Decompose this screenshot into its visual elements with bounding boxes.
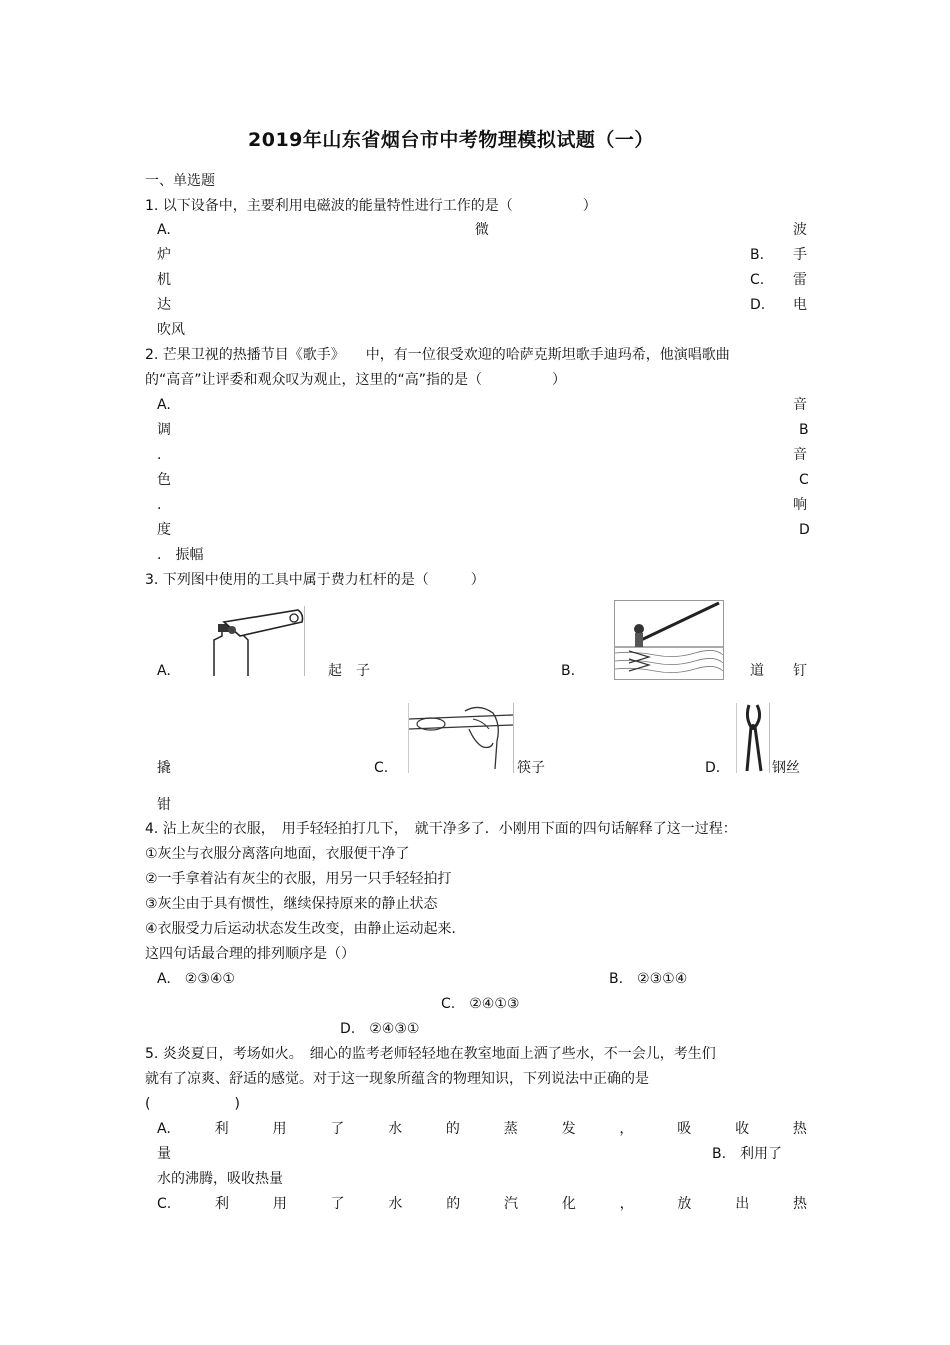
question-1-line-a xyxy=(157,221,807,239)
option-b-cont: 水的沸腾，吸收热量 xyxy=(157,1171,283,1187)
question-5-line-c xyxy=(157,1195,807,1213)
statement-1: ①灰尘与衣服分离落向地面，衣服便干净了 xyxy=(145,846,410,862)
option-c-label: C. xyxy=(374,760,389,776)
option-char: 了 xyxy=(330,1121,345,1137)
chopsticks-image xyxy=(408,703,514,773)
option-b-text: 道 xyxy=(750,663,764,679)
option-b-text-2: 钉 xyxy=(793,663,807,679)
option-char: 化 xyxy=(561,1196,576,1212)
option-char: 汽 xyxy=(504,1196,519,1212)
option-char: 的 xyxy=(445,1121,460,1137)
pliers-image xyxy=(736,703,770,773)
question-5-stem-cont: 就有了凉爽、舒适的感觉。对于这一现象所蕴含的物理知识，下列说法中正确的是 xyxy=(145,1071,649,1087)
option-char: 利 xyxy=(214,1121,229,1137)
option-a-text: 起 子 xyxy=(328,663,370,679)
option-c-text: 筷子 xyxy=(517,760,545,776)
option-char: ， xyxy=(619,1196,634,1212)
option-text: 炉 xyxy=(157,247,171,263)
option-char: 收 xyxy=(735,1121,750,1137)
question-2-stem: 2. 芒果卫视的热播节目《歌手》 中，有一位很受欢迎的哈萨克斯坦歌手迪玛希，他演唱歌曲 xyxy=(145,347,730,363)
option-b: B. ②③①④ xyxy=(609,971,688,987)
option-text: 波 xyxy=(793,222,807,238)
option-char: 蒸 xyxy=(503,1121,518,1137)
option-b: B. 利用了 xyxy=(712,1146,783,1162)
option-a-label: A. xyxy=(157,663,171,679)
option-text: 度 xyxy=(157,522,171,538)
option-label: C xyxy=(799,472,809,488)
option-d: D. ②④③① xyxy=(340,1021,420,1037)
option-char: 热 xyxy=(792,1121,807,1137)
option-char: 的 xyxy=(446,1196,461,1212)
option-char: 发 xyxy=(561,1121,576,1137)
question-5-line-a xyxy=(157,1120,807,1138)
question-5-stem: 5. 炎炎夏日，考场如火。 细心的监考老师轻轻地在教室地面上洒了些水，不一会儿，考生们 xyxy=(145,1046,716,1062)
option-text: 调 xyxy=(157,422,171,438)
option-text: 音 xyxy=(793,397,807,413)
section-heading: 一、单选题 xyxy=(145,173,215,189)
option-d-text: 钢丝 xyxy=(772,760,800,776)
option-b-text-cont: 撬 xyxy=(157,760,171,776)
option-char: 用 xyxy=(272,1121,287,1137)
option-char: 水 xyxy=(388,1121,403,1137)
option-text: 响 xyxy=(793,497,807,513)
option-text: 达 xyxy=(157,297,171,313)
option-char: C. xyxy=(157,1196,172,1212)
option-label: C. xyxy=(750,272,765,288)
option-char: 用 xyxy=(272,1196,287,1212)
option-label: B. xyxy=(750,247,765,263)
question-5-paren: ( ) xyxy=(145,1096,240,1112)
statement-4: ④衣服受力后运动状态发生改变，由静止运动起来． xyxy=(145,921,466,937)
option-char: 水 xyxy=(388,1196,403,1212)
option-char: 利 xyxy=(215,1196,230,1212)
question-4-stem: 4. 沾上灰尘的衣服， 用手轻轻拍打几下， 就干净多了．小刚用下面的四句话解释了这一过程： xyxy=(145,821,737,837)
option-text: 雷 xyxy=(793,272,807,288)
question-4-ask: 这四句话最合理的排列顺序是（） xyxy=(145,946,355,962)
statement-3: ③灰尘由于具有惯性，继续保持原来的静止状态 xyxy=(145,896,438,912)
option-text: 手 xyxy=(793,247,807,263)
bottle-opener-image xyxy=(210,606,305,676)
option-char: 吸 xyxy=(677,1121,692,1137)
option-text: 电 xyxy=(793,297,807,313)
option-text: A. xyxy=(157,222,171,238)
option-label: A. xyxy=(157,397,171,413)
option-label: D xyxy=(799,522,810,538)
option-text: 音 xyxy=(793,447,807,463)
option-text: 机 xyxy=(157,272,171,288)
option-text: . xyxy=(157,447,162,463)
option-char: 热 xyxy=(793,1196,807,1212)
question-3-stem: 3. 下列图中使用的工具中属于费力杠杆的是（ ） xyxy=(145,572,485,588)
option-text: . 振幅 xyxy=(157,547,204,563)
option-a-cont: 量 xyxy=(157,1146,171,1162)
option-b-label: B. xyxy=(561,663,576,679)
option-char: ， xyxy=(619,1121,634,1137)
option-char: 了 xyxy=(330,1196,345,1212)
nail-puller-image xyxy=(614,600,724,680)
option-char: 出 xyxy=(735,1196,750,1212)
option-text: 微 xyxy=(474,222,489,238)
option-d-label: D. xyxy=(705,760,721,776)
option-d-text-cont: 钳 xyxy=(157,797,171,813)
option-label: D. xyxy=(750,297,766,313)
page-title: 2019年山东省烟台市中考物理模拟试题（一） xyxy=(248,129,654,151)
option-text: 色 xyxy=(157,472,171,488)
statement-2: ②一手拿着沾有灰尘的衣服，用另一只手轻轻拍打 xyxy=(145,871,452,887)
question-2-stem-cont: 的“高音”让评委和观众叹为观止，这里的“高”指的是（ ） xyxy=(145,372,567,388)
question-1-stem: 1. 以下设备中，主要利用电磁波的能量特性进行工作的是（ ） xyxy=(145,198,597,214)
option-label: B xyxy=(799,422,809,438)
option-c: C. ②④①③ xyxy=(441,996,520,1012)
option-text: . xyxy=(157,497,162,513)
option-a: A. ②③④① xyxy=(157,971,235,987)
option-char: 放 xyxy=(677,1196,692,1212)
option-char: A. xyxy=(157,1121,171,1137)
option-text: 吹风 xyxy=(157,322,185,338)
